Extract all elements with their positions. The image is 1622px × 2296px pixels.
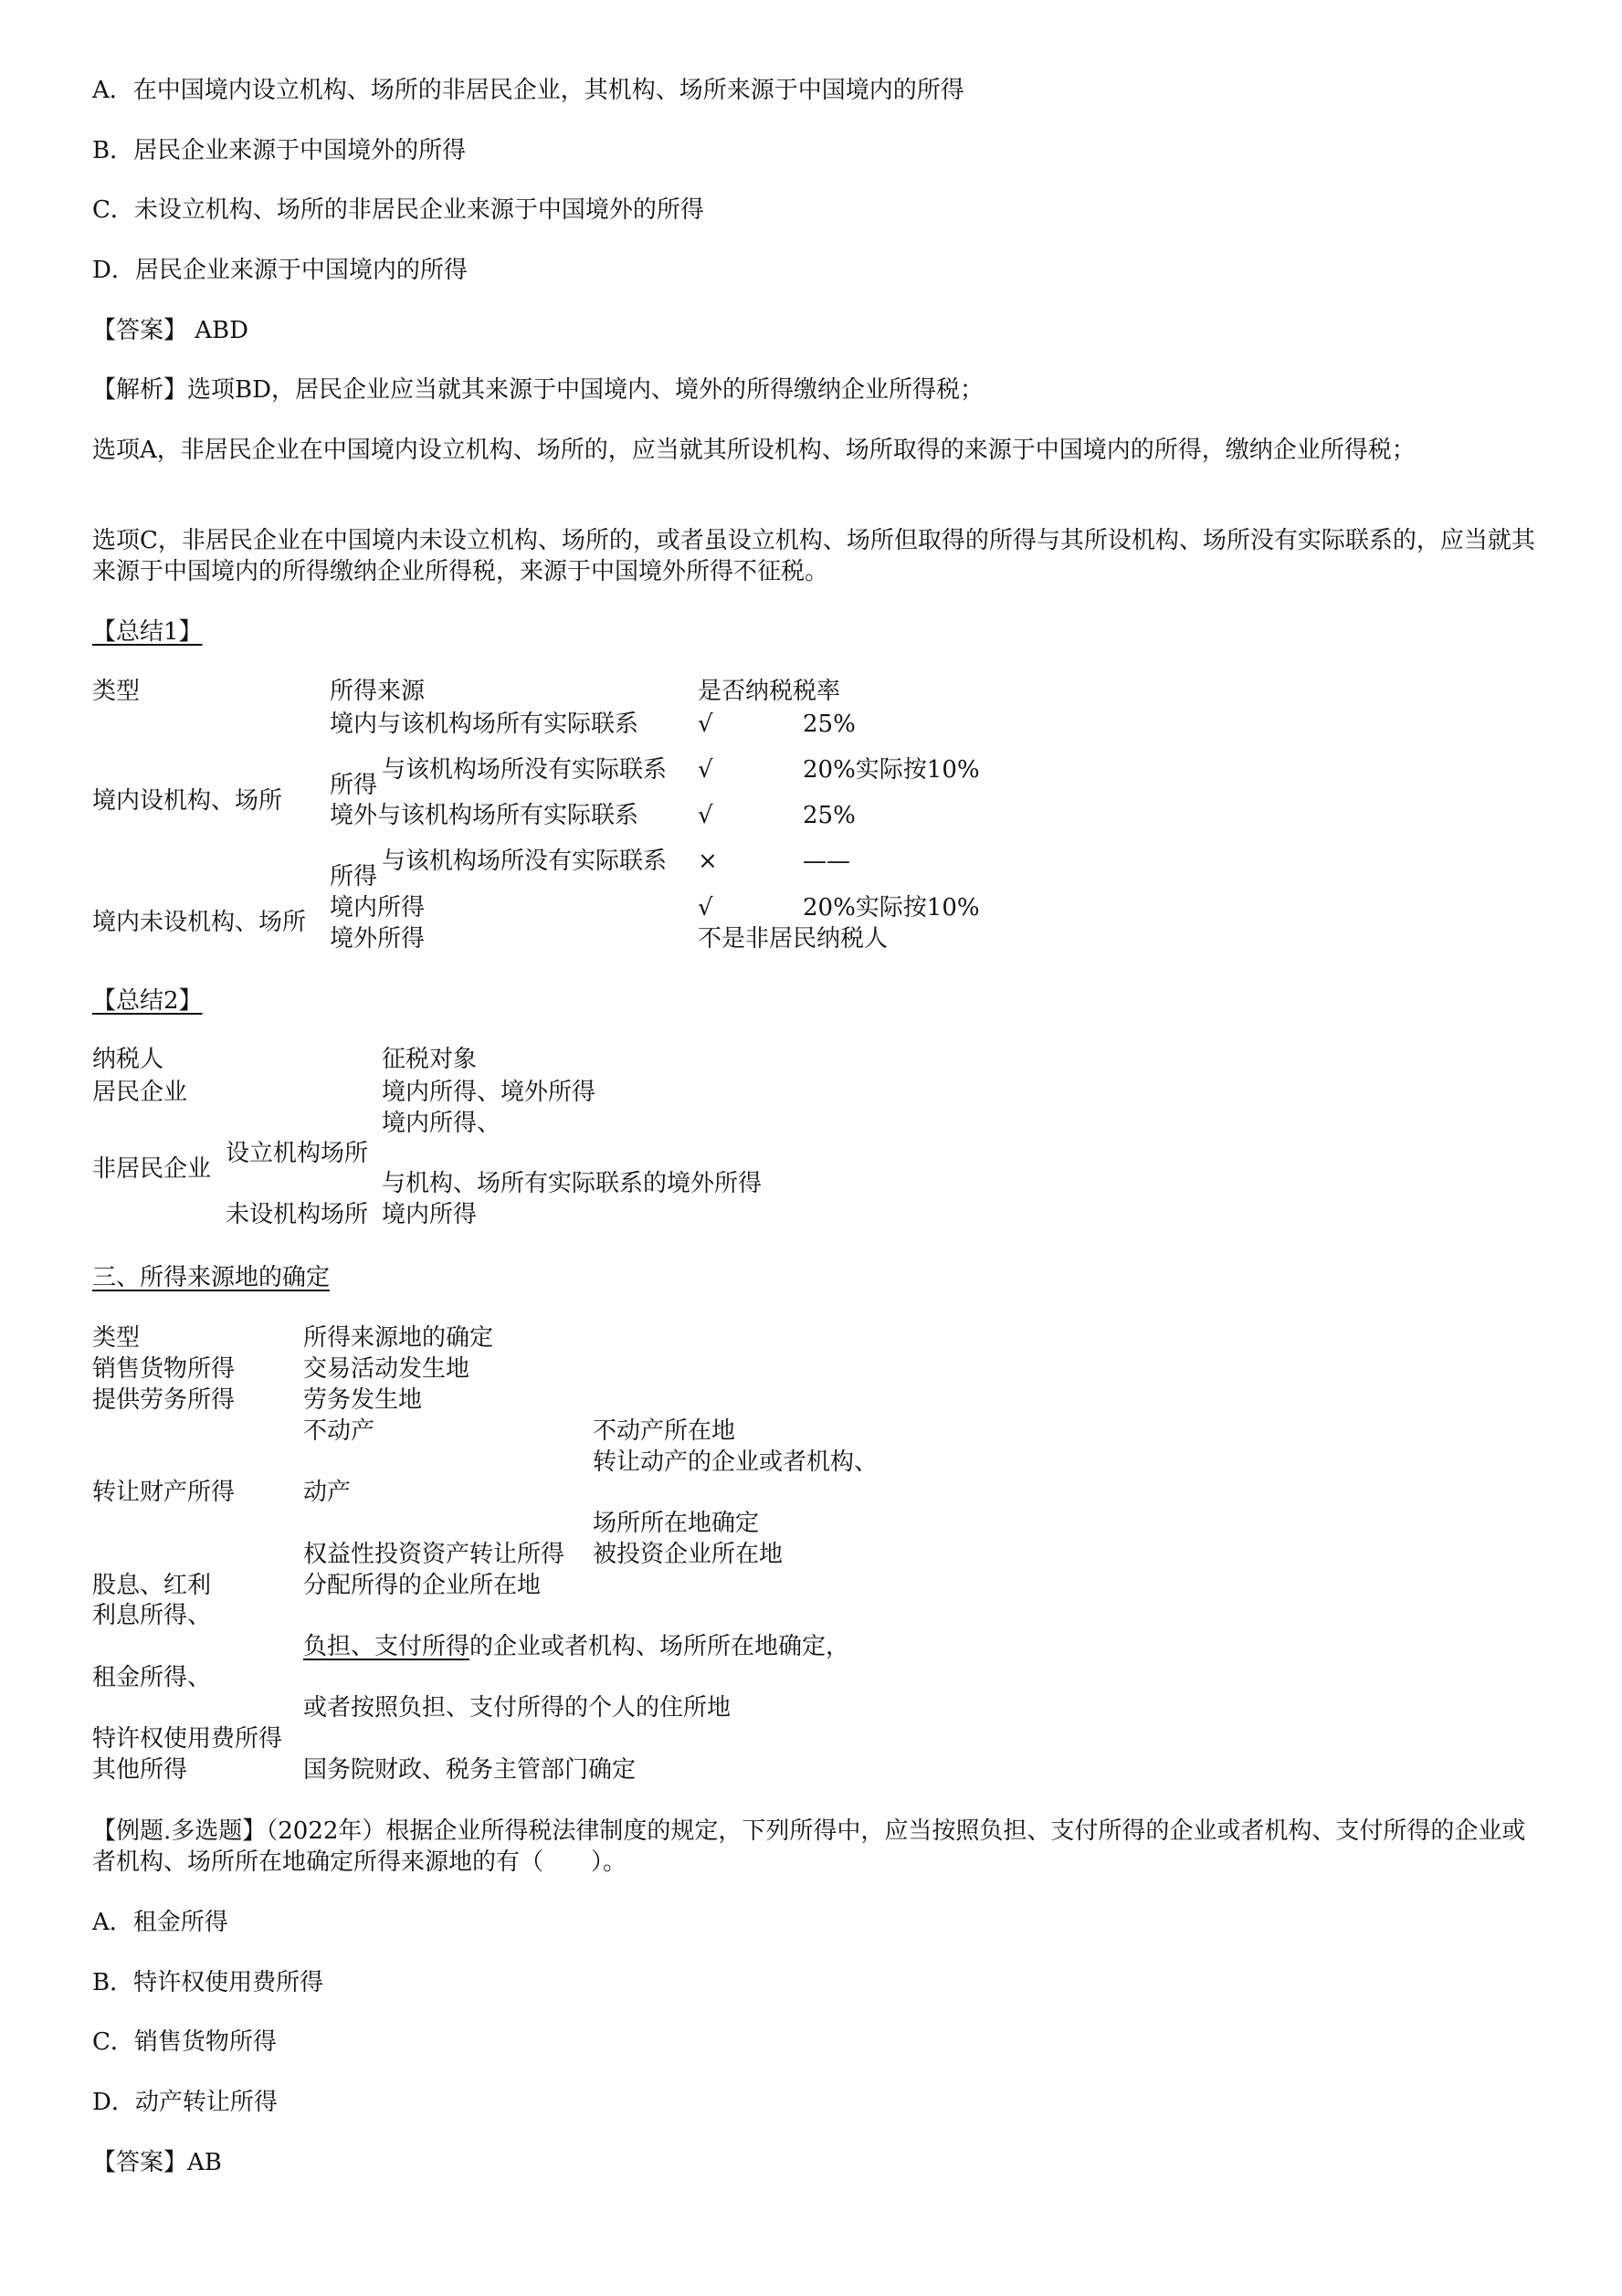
interest-type: 利息所得、 bbox=[92, 1602, 212, 1629]
rent-type: 租金所得、 bbox=[92, 1664, 212, 1691]
summary1-r4-source-prefix: 所得 bbox=[330, 863, 378, 890]
option-d: D．居民企业来源于中国境内的所得 bbox=[92, 257, 468, 284]
other-rule: 国务院财政、税务主管部门确定 bbox=[303, 1756, 637, 1784]
movable-rule-b: 场所所在地确定 bbox=[593, 1510, 760, 1537]
dividends-rule: 分配所得的企业所在地 bbox=[303, 1572, 542, 1599]
movable-label: 动产 bbox=[303, 1479, 352, 1506]
summary1-r3-source: 境外与该机构场所有实际联系 bbox=[330, 802, 639, 829]
dividends-type: 股息、红利 bbox=[92, 1572, 212, 1599]
option-a: A．在中国境内设立机构、场所的非居民企业，其机构、场所来源于中国境内的所得 bbox=[92, 77, 964, 104]
question-2-stem: 【例题.多选题】（2022年）根据企业所得税法律制度的规定，下列所得中，应当按照负担、支付所得的企业或者机构、支付所得的企业或者机构、场所所在地确定所得来源地的有（ ）。 bbox=[92, 1817, 1526, 1876]
summary1-r5-source: 境内所得 bbox=[330, 894, 426, 922]
summary1-r5-rate: 20%实际按10% bbox=[803, 894, 980, 922]
summary1-r1-rate: 25% bbox=[803, 711, 856, 738]
realty-label: 不动产 bbox=[303, 1417, 375, 1445]
summary1-r4-taxable: × bbox=[698, 848, 718, 875]
summary2-not-established: 未设机构场所 bbox=[226, 1201, 369, 1228]
services-type: 提供劳务所得 bbox=[92, 1386, 236, 1414]
summary2-not-established-object: 境内所得 bbox=[382, 1201, 478, 1228]
section3-header-type: 类型 bbox=[92, 1324, 141, 1352]
q2-option-d: D．动产转让所得 bbox=[92, 2089, 278, 2116]
summary1-type-established: 境内设机构、场所 bbox=[92, 787, 283, 815]
summary2-established-object-a: 境内所得、 bbox=[382, 1110, 501, 1137]
interest-rule-rest: 的企业或者机构、场所所在地确定， bbox=[469, 1633, 850, 1660]
answer-1: 【答案】 ABD bbox=[92, 317, 248, 344]
q2-option-a: A．租金所得 bbox=[92, 1909, 228, 1936]
realty-rule: 不动产所在地 bbox=[593, 1417, 736, 1445]
summary2-established: 设立机构场所 bbox=[226, 1140, 369, 1167]
interest-rule-a bbox=[303, 1631, 849, 1662]
summary2-header-object: 征税对象 bbox=[382, 1046, 478, 1073]
summary1-heading: 【总结1】 bbox=[92, 618, 203, 646]
royalty-type: 特许权使用费所得 bbox=[92, 1725, 283, 1753]
summary1-r4-source: 与该机构场所没有实际联系 bbox=[382, 848, 668, 875]
summary1-r2-taxable: √ bbox=[698, 756, 713, 784]
option-c: C．未设立机构、场所的非居民企业来源于中国境外的所得 bbox=[92, 196, 704, 224]
summary1-r3-rate: 25% bbox=[803, 802, 856, 829]
summary1-r5-taxable: √ bbox=[698, 894, 713, 922]
equity-label: 权益性投资资产转让所得 bbox=[303, 1541, 565, 1568]
summary1-header-taxable: 是否纳税 bbox=[698, 678, 794, 705]
other-type: 其他所得 bbox=[92, 1756, 188, 1784]
section3-heading: 三、所得来源地的确定 bbox=[92, 1264, 331, 1291]
summary2-established-object-b: 与机构、场所有实际联系的境外所得 bbox=[382, 1170, 763, 1197]
goods-rule: 交易活动发生地 bbox=[303, 1355, 470, 1383]
summary1-header-rate: 税率 bbox=[793, 678, 841, 705]
summary2-header-taxpayer: 纳税人 bbox=[92, 1046, 164, 1073]
q2-option-c: C．销售货物所得 bbox=[92, 2028, 277, 2056]
q2-option-b: B．特许权使用费所得 bbox=[92, 1969, 324, 1996]
summary1-r6-source: 境外所得 bbox=[330, 925, 426, 953]
analysis-p3: 选项C，非居民企业在中国境内未设立机构、场所的，或者虽设立机构、场所但取得的所得与其所设机构、场所没有实际联系的，应当就其来源于中国境内的所得缴纳企业所得税，来源于中国境外所得不征税。 bbox=[92, 527, 1535, 585]
summary1-r3-taxable: √ bbox=[698, 802, 713, 829]
answer-2: 【答案】AB bbox=[92, 2149, 222, 2176]
interest-rule-underlined: 负担、支付所得 bbox=[303, 1633, 470, 1660]
section3-header-rule: 所得来源地的确定 bbox=[303, 1324, 494, 1352]
summary1-r1-source: 境内与该机构场所有实际联系 bbox=[330, 711, 639, 738]
summary1-r4-rate: —— bbox=[803, 848, 850, 875]
summary2-resident-object: 境内所得、境外所得 bbox=[382, 1079, 596, 1106]
services-rule: 劳务发生地 bbox=[303, 1386, 423, 1414]
summary2-nonresident: 非居民企业 bbox=[92, 1155, 212, 1183]
goods-type: 销售货物所得 bbox=[92, 1355, 236, 1383]
summary1-r2-source: 与该机构场所没有实际联系 bbox=[382, 756, 668, 784]
equity-rule: 被投资企业所在地 bbox=[593, 1541, 784, 1568]
summary1-r2-source-prefix: 所得 bbox=[330, 772, 378, 799]
summary1-header-type: 类型 bbox=[92, 678, 141, 705]
summary1-type-not-established: 境内未设机构、场所 bbox=[92, 909, 307, 936]
summary1-r6-taxable: 不是非居民纳税人 bbox=[698, 925, 889, 953]
summary1-r2-rate: 20%实际按10% bbox=[803, 756, 980, 784]
movable-rule-a: 转让动产的企业或者机构、 bbox=[593, 1448, 879, 1476]
option-b: B．居民企业来源于中国境外的所得 bbox=[92, 137, 467, 164]
analysis-p1: 【解析】选项BD，居民企业应当就其来源于中国境内、境外的所得缴纳企业所得税； bbox=[92, 376, 984, 404]
interest-rule-b: 或者按照负担、支付所得的个人的住所地 bbox=[303, 1694, 732, 1722]
property-type: 转让财产所得 bbox=[92, 1479, 236, 1506]
summary1-header-source: 所得来源 bbox=[330, 678, 426, 705]
summary2-heading: 【总结2】 bbox=[92, 987, 203, 1015]
analysis-p2: 选项A，非居民企业在中国境内设立机构、场所的，应当就其所设机构、场所取得的来源于中国境内的所得，缴纳企业所得税； bbox=[92, 437, 1416, 464]
summary2-resident: 居民企业 bbox=[92, 1079, 188, 1106]
summary1-r1-taxable: √ bbox=[698, 711, 713, 738]
